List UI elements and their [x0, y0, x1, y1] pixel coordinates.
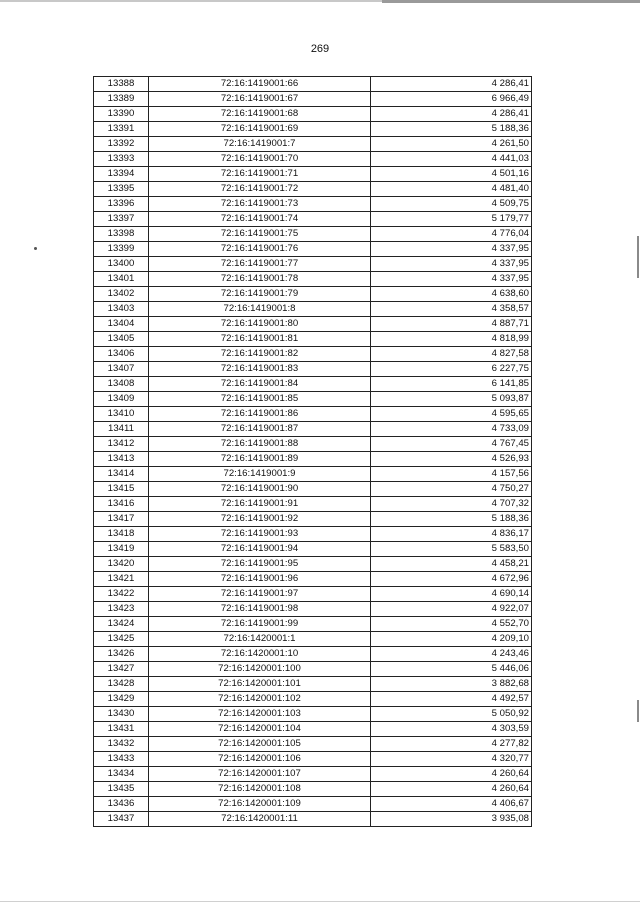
row-number-cell: 13416	[94, 497, 149, 512]
cadastral-number-cell: 72:16:1419001:79	[149, 287, 371, 302]
cadastral-value-table	[93, 76, 532, 827]
value-cell: 4 672,96	[371, 572, 532, 587]
value-cell: 5 093,87	[371, 392, 532, 407]
scan-bottom-edge	[0, 901, 640, 902]
table-row	[94, 677, 532, 692]
value-cell: 4 707,32	[371, 497, 532, 512]
value-cell: 4 157,56	[371, 467, 532, 482]
cadastral-number-cell: 72:16:1419001:86	[149, 407, 371, 422]
table-row	[94, 647, 532, 662]
table-row	[94, 122, 532, 137]
table-row	[94, 632, 532, 647]
table-row	[94, 587, 532, 602]
row-number-cell: 13401	[94, 272, 149, 287]
table-row	[94, 617, 532, 632]
table-row	[94, 482, 532, 497]
table-row	[94, 602, 532, 617]
value-cell: 4 501,16	[371, 167, 532, 182]
table-row	[94, 437, 532, 452]
value-cell: 4 492,57	[371, 692, 532, 707]
row-number-cell: 13400	[94, 257, 149, 272]
row-number-cell: 13414	[94, 467, 149, 482]
table-row	[94, 152, 532, 167]
table-row	[94, 302, 532, 317]
table-row	[94, 197, 532, 212]
cadastral-number-cell: 72:16:1419001:71	[149, 167, 371, 182]
cadastral-number-cell: 72:16:1419001:82	[149, 347, 371, 362]
row-number-cell: 13430	[94, 707, 149, 722]
row-number-cell: 13392	[94, 137, 149, 152]
table-row	[94, 572, 532, 587]
table-row	[94, 782, 532, 797]
row-number-cell: 13404	[94, 317, 149, 332]
value-cell: 4 261,50	[371, 137, 532, 152]
cadastral-number-cell: 72:16:1419001:87	[149, 422, 371, 437]
row-number-cell: 13391	[94, 122, 149, 137]
cadastral-number-cell: 72:16:1419001:83	[149, 362, 371, 377]
table-row	[94, 662, 532, 677]
cadastral-number-cell: 72:16:1420001:100	[149, 662, 371, 677]
value-cell: 4 481,40	[371, 182, 532, 197]
value-cell: 4 458,21	[371, 557, 532, 572]
table-row	[94, 422, 532, 437]
row-number-cell: 13407	[94, 362, 149, 377]
row-number-cell: 13417	[94, 512, 149, 527]
scan-top-mark	[382, 0, 640, 3]
table-row	[94, 362, 532, 377]
row-number-cell: 13422	[94, 587, 149, 602]
scan-speck	[34, 247, 37, 250]
row-number-cell: 13397	[94, 212, 149, 227]
value-cell: 4 243,46	[371, 647, 532, 662]
value-cell: 4 286,41	[371, 77, 532, 92]
value-cell: 5 050,92	[371, 707, 532, 722]
value-cell: 4 887,71	[371, 317, 532, 332]
table-row	[94, 512, 532, 527]
row-number-cell: 13408	[94, 377, 149, 392]
value-cell: 4 303,59	[371, 722, 532, 737]
row-number-cell: 13415	[94, 482, 149, 497]
value-cell: 4 406,67	[371, 797, 532, 812]
cadastral-number-cell: 72:16:1419001:73	[149, 197, 371, 212]
value-cell: 4 209,10	[371, 632, 532, 647]
row-number-cell: 13411	[94, 422, 149, 437]
cadastral-number-cell: 72:16:1419001:70	[149, 152, 371, 167]
value-cell: 4 337,95	[371, 242, 532, 257]
cadastral-number-cell: 72:16:1419001:77	[149, 257, 371, 272]
value-cell: 4 337,95	[371, 257, 532, 272]
table-row	[94, 377, 532, 392]
cadastral-number-cell: 72:16:1419001:76	[149, 242, 371, 257]
value-cell: 4 827,58	[371, 347, 532, 362]
table-row	[94, 212, 532, 227]
value-cell: 4 638,60	[371, 287, 532, 302]
value-cell: 5 446,06	[371, 662, 532, 677]
table-row	[94, 407, 532, 422]
table-row	[94, 707, 532, 722]
cadastral-number-cell: 72:16:1420001:109	[149, 797, 371, 812]
value-cell: 4 509,75	[371, 197, 532, 212]
table-row	[94, 182, 532, 197]
row-number-cell: 13402	[94, 287, 149, 302]
cadastral-number-cell: 72:16:1420001:102	[149, 692, 371, 707]
cadastral-number-cell: 72:16:1419001:66	[149, 77, 371, 92]
value-cell: 4 595,65	[371, 407, 532, 422]
value-cell: 4 286,41	[371, 107, 532, 122]
row-number-cell: 13393	[94, 152, 149, 167]
value-cell: 5 188,36	[371, 122, 532, 137]
value-cell: 5 179,77	[371, 212, 532, 227]
cadastral-number-cell: 72:16:1419001:72	[149, 182, 371, 197]
row-number-cell: 13424	[94, 617, 149, 632]
value-cell: 4 337,95	[371, 272, 532, 287]
value-cell: 4 818,99	[371, 332, 532, 347]
value-cell: 4 836,17	[371, 527, 532, 542]
row-number-cell: 13406	[94, 347, 149, 362]
cadastral-number-cell: 72:16:1419001:67	[149, 92, 371, 107]
table-row	[94, 272, 532, 287]
table-row	[94, 107, 532, 122]
row-number-cell: 13396	[94, 197, 149, 212]
value-cell: 4 358,57	[371, 302, 532, 317]
row-number-cell: 13390	[94, 107, 149, 122]
value-cell: 5 583,50	[371, 542, 532, 557]
table-row	[94, 722, 532, 737]
value-cell: 5 188,36	[371, 512, 532, 527]
cadastral-number-cell: 72:16:1420001:106	[149, 752, 371, 767]
table-row	[94, 692, 532, 707]
value-cell: 6 141,85	[371, 377, 532, 392]
cadastral-number-cell: 72:16:1419001:84	[149, 377, 371, 392]
table-row	[94, 332, 532, 347]
cadastral-number-cell: 72:16:1419001:89	[149, 452, 371, 467]
row-number-cell: 13413	[94, 452, 149, 467]
cadastral-number-cell: 72:16:1419001:78	[149, 272, 371, 287]
row-number-cell: 13434	[94, 767, 149, 782]
cadastral-number-cell: 72:16:1420001:108	[149, 782, 371, 797]
row-number-cell: 13403	[94, 302, 149, 317]
value-cell: 4 776,04	[371, 227, 532, 242]
table-row	[94, 527, 532, 542]
value-cell: 4 922,07	[371, 602, 532, 617]
cadastral-number-cell: 72:16:1420001:107	[149, 767, 371, 782]
value-cell: 3 935,08	[371, 812, 532, 827]
cadastral-number-cell: 72:16:1419001:74	[149, 212, 371, 227]
table-row	[94, 227, 532, 242]
table-row	[94, 767, 532, 782]
page-number: 269	[310, 43, 330, 55]
scan-side-mark-lower	[637, 700, 639, 722]
value-cell: 4 260,64	[371, 767, 532, 782]
table-row	[94, 317, 532, 332]
table-row	[94, 467, 532, 482]
row-number-cell: 13433	[94, 752, 149, 767]
row-number-cell: 13420	[94, 557, 149, 572]
row-number-cell: 13428	[94, 677, 149, 692]
cadastral-number-cell: 72:16:1419001:85	[149, 392, 371, 407]
table-body	[94, 77, 532, 827]
row-number-cell: 13425	[94, 632, 149, 647]
cadastral-number-cell: 72:16:1419001:98	[149, 602, 371, 617]
row-number-cell: 13389	[94, 92, 149, 107]
table-row	[94, 797, 532, 812]
row-number-cell: 13437	[94, 812, 149, 827]
row-number-cell: 13429	[94, 692, 149, 707]
cadastral-number-cell: 72:16:1419001:81	[149, 332, 371, 347]
value-cell: 4 260,64	[371, 782, 532, 797]
table-row	[94, 737, 532, 752]
row-number-cell: 13394	[94, 167, 149, 182]
table-row	[94, 752, 532, 767]
row-number-cell: 13398	[94, 227, 149, 242]
table-row	[94, 392, 532, 407]
cadastral-number-cell: 72:16:1420001:104	[149, 722, 371, 737]
row-number-cell: 13421	[94, 572, 149, 587]
row-number-cell: 13436	[94, 797, 149, 812]
value-cell: 4 552,70	[371, 617, 532, 632]
value-cell: 4 733,09	[371, 422, 532, 437]
cadastral-number-cell: 72:16:1420001:103	[149, 707, 371, 722]
value-cell: 4 441,03	[371, 152, 532, 167]
cadastral-number-cell: 72:16:1419001:96	[149, 572, 371, 587]
cadastral-number-cell: 72:16:1419001:88	[149, 437, 371, 452]
row-number-cell: 13418	[94, 527, 149, 542]
cadastral-number-cell: 72:16:1420001:101	[149, 677, 371, 692]
table-row	[94, 542, 532, 557]
table-row	[94, 167, 532, 182]
table-row	[94, 812, 532, 827]
row-number-cell: 13435	[94, 782, 149, 797]
row-number-cell: 13423	[94, 602, 149, 617]
value-cell: 4 320,77	[371, 752, 532, 767]
table-row	[94, 452, 532, 467]
table-row	[94, 557, 532, 572]
row-number-cell: 13395	[94, 182, 149, 197]
cadastral-number-cell: 72:16:1419001:92	[149, 512, 371, 527]
row-number-cell: 13427	[94, 662, 149, 677]
row-number-cell: 13405	[94, 332, 149, 347]
cadastral-number-cell: 72:16:1419001:95	[149, 557, 371, 572]
cadastral-number-cell: 72:16:1419001:8	[149, 302, 371, 317]
row-number-cell: 13410	[94, 407, 149, 422]
row-number-cell: 13426	[94, 647, 149, 662]
row-number-cell: 13412	[94, 437, 149, 452]
cadastral-number-cell: 72:16:1419001:97	[149, 587, 371, 602]
cadastral-number-cell: 72:16:1420001:10	[149, 647, 371, 662]
value-cell: 4 767,45	[371, 437, 532, 452]
cadastral-number-cell: 72:16:1419001:75	[149, 227, 371, 242]
row-number-cell: 13409	[94, 392, 149, 407]
cadastral-number-cell: 72:16:1419001:90	[149, 482, 371, 497]
cadastral-number-cell: 72:16:1419001:9	[149, 467, 371, 482]
cadastral-number-cell: 72:16:1419001:80	[149, 317, 371, 332]
value-cell: 3 882,68	[371, 677, 532, 692]
table-row	[94, 137, 532, 152]
row-number-cell: 13399	[94, 242, 149, 257]
cadastral-number-cell: 72:16:1420001:1	[149, 632, 371, 647]
cadastral-number-cell: 72:16:1419001:94	[149, 542, 371, 557]
cadastral-number-cell: 72:16:1419001:69	[149, 122, 371, 137]
value-cell: 4 526,93	[371, 452, 532, 467]
value-cell: 4 750,27	[371, 482, 532, 497]
table-row	[94, 257, 532, 272]
table-row	[94, 287, 532, 302]
cadastral-number-cell: 72:16:1419001:7	[149, 137, 371, 152]
value-cell: 6 966,49	[371, 92, 532, 107]
cadastral-number-cell: 72:16:1419001:99	[149, 617, 371, 632]
cadastral-number-cell: 72:16:1419001:91	[149, 497, 371, 512]
row-number-cell: 13432	[94, 737, 149, 752]
value-cell: 4 277,82	[371, 737, 532, 752]
row-number-cell: 13431	[94, 722, 149, 737]
table-row	[94, 497, 532, 512]
table-row	[94, 92, 532, 107]
scan-side-mark-upper	[637, 236, 639, 278]
row-number-cell: 13419	[94, 542, 149, 557]
row-number-cell: 13388	[94, 77, 149, 92]
table-row	[94, 347, 532, 362]
cadastral-number-cell: 72:16:1419001:93	[149, 527, 371, 542]
table-row	[94, 77, 532, 92]
cadastral-number-cell: 72:16:1419001:68	[149, 107, 371, 122]
value-cell: 6 227,75	[371, 362, 532, 377]
cadastral-number-cell: 72:16:1420001:11	[149, 812, 371, 827]
table-row	[94, 242, 532, 257]
value-cell: 4 690,14	[371, 587, 532, 602]
cadastral-number-cell: 72:16:1420001:105	[149, 737, 371, 752]
